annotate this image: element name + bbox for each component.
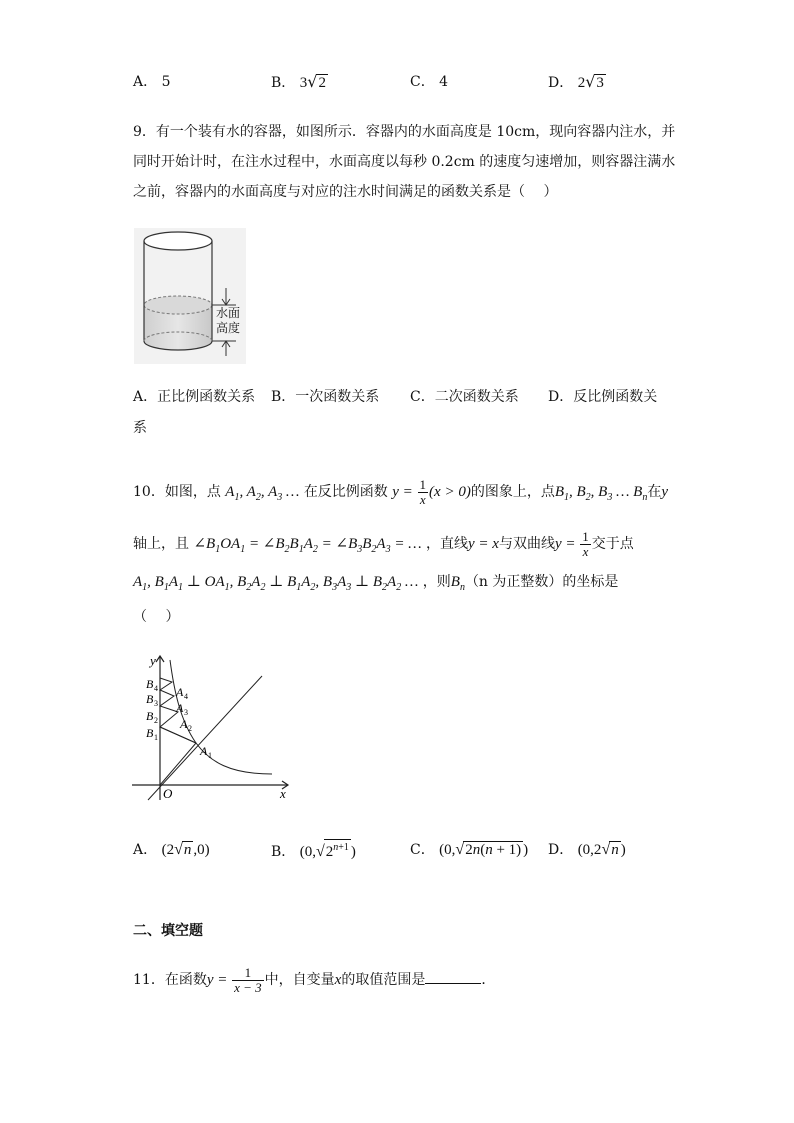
section-heading-fill-in: 二、填空题 [133,923,203,939]
label-a2-sub: 2 [188,724,192,733]
q8-option-c[interactable]: C． 4 [410,74,449,90]
label-a4: A [176,685,184,699]
q9-text-line1: 9．有一个装有水的容器，如图所示．容器内的水面高度是 10cm，现向容器内注水，并 [133,124,676,140]
container-top [144,232,212,250]
q9-option-d[interactable]: D．反比例函数关 [548,389,658,405]
x-axis-label: x [280,786,286,801]
container-figure [134,228,246,364]
q10-option-c[interactable]: C． (0,√2n(n + 1) ) [410,841,529,858]
label-a4-sub: 4 [184,692,188,701]
q8-option-a[interactable]: A． 5 [133,74,171,90]
q10-text-line3: $A_1$, $B_1A_1$ ⊥ $OA_1$, $B_2A_2$ ⊥ $B_1A_2$, $B_3A_3$ ⊥ $B_2A_2$ … ，则$B_n(n$ 为正整数）的坐标是 [133,574,619,593]
label-b3-sub: 3 [154,699,158,708]
q9-option-d-wrap: 系 [133,420,147,436]
q10-option-b[interactable]: B． ($0,√2^{n+1}$ ) [271,839,356,863]
q11-answer-blank[interactable] [425,969,481,984]
label-b3: B [146,692,154,706]
water-surface [144,296,212,314]
q10-text-line2: 轴上，且 $\angle B_1OA_1$ = $\angle B_2B_1A_2$ = $\angle B_3B_2A_3$ = … ，直线y = x与双曲线y = $\frac{1}{x}$ 交于点 [133,529,634,559]
label-b2-sub: 2 [154,716,158,725]
q8-option-b[interactable]: B． 3√2 [271,72,326,91]
q9-option-b[interactable]: B．一次函数关系 [271,389,380,405]
label-a1-sub: 1 [208,751,212,760]
label-a1: A [200,744,208,758]
label-a2: A [180,717,188,731]
water-height-label: 水面 高度 [216,306,241,335]
q10-option-a[interactable]: A． (2√n ,0) [133,841,210,858]
label-b1: B [146,726,154,740]
q9-text-line3: 之前，容器内的水面高度与对应的注水时间满足的函数关系是（ ） [133,184,558,200]
q9-option-a[interactable]: A．正比例函数关系 [133,389,256,405]
label-b2: B [146,709,154,723]
y-axis-label: y [150,653,156,668]
label-b1-sub: 1 [154,733,158,742]
q10-text-line1: 10．如图，点 $A_1$, $A_2$, $A_3$ … 在反比例函数 y = $\frac{1}{x}$ (x > 0)的图象上，点$B_1$, $B_2$, $B_3$ … $B_n$在y [133,477,669,507]
label-b4: B [146,677,154,691]
line-y-equals-x [148,676,262,800]
q11-text: 11．在函数y = $\frac{1}{x - 3}$ 中，自变量x的取值范围是 ． [133,965,496,995]
origin-label: O [163,786,173,801]
q9-option-c[interactable]: C．二次函数关系 [410,389,519,405]
hyperbola-figure [130,650,295,802]
q8-option-d[interactable]: D． 2√3 [548,72,604,91]
label-b4-sub: 4 [154,684,158,693]
label-a3: A [176,701,184,715]
q10-answer-paren: （ ） [133,609,180,625]
q9-text-line2: 同时开始计时，在注水过程中，水面高度以每秒 0.2cm 的速度匀速增加，则容器注满水 [133,154,676,170]
label-a3-sub: 3 [184,708,188,717]
q10-option-d[interactable]: D． (0,2√n ) [548,841,626,858]
